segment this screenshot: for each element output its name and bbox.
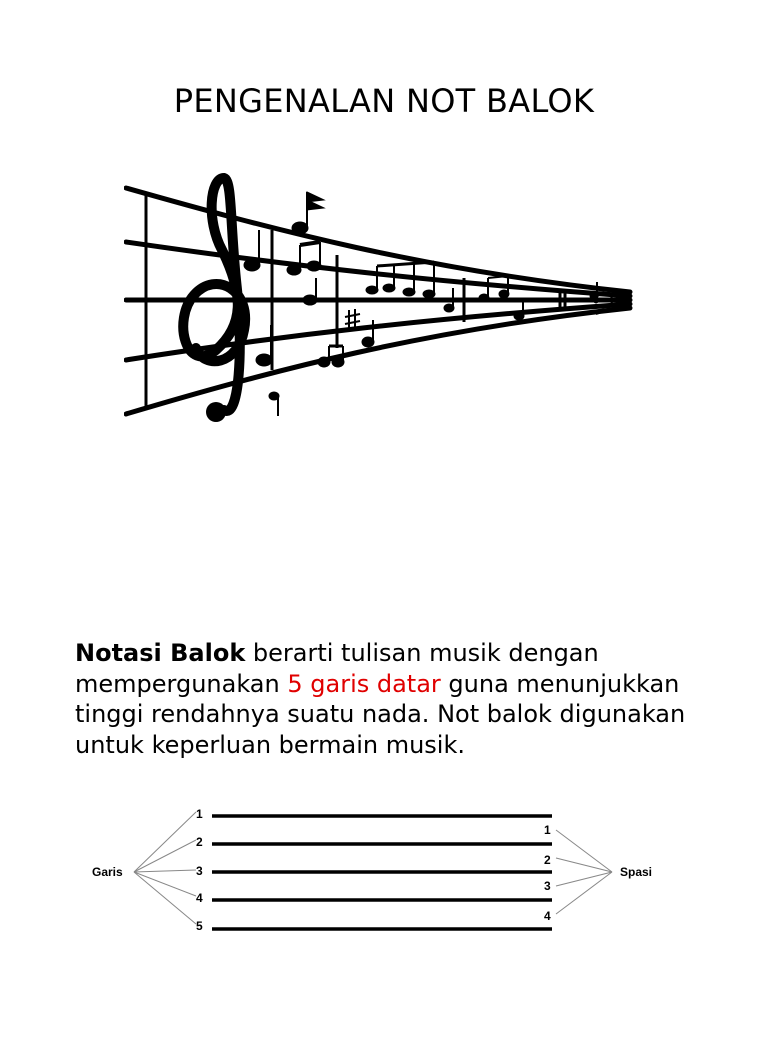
next-paragraph-cut-off <box>60 1008 760 1038</box>
music-notes <box>244 192 598 416</box>
diagram-staff-lines <box>212 816 552 929</box>
line-number: 3 <box>196 864 203 878</box>
line-number: 5 <box>196 919 203 933</box>
definition-paragraph <box>75 638 735 760</box>
garis-pointers <box>134 812 196 924</box>
space-number: 1 <box>544 823 551 837</box>
space-number: 2 <box>544 853 551 867</box>
space-number: 3 <box>544 879 551 893</box>
highlight-5-garis-datar: 5 garis datar <box>287 669 441 698</box>
definition-text-2: guna menunjukkan tinggi rendahnya suatu nada. Not balok digunakan untuk keperluan bermain musik. <box>75 669 686 759</box>
page-title: PENGENALAN NOT BALOK <box>173 82 595 120</box>
staff-lines-spaces-diagram <box>86 802 676 940</box>
garis-label: Garis <box>92 865 123 879</box>
term-notasi-balok: Notasi Balok <box>75 639 246 667</box>
music-staff-illustration <box>124 170 634 432</box>
staff-lines <box>126 188 630 414</box>
spasi-label: Spasi <box>620 865 653 879</box>
spasi-pointers <box>556 830 612 914</box>
definition-text-1: berarti tulisan musik dengan mempergunakan <box>75 639 599 698</box>
line-number: 2 <box>196 835 203 849</box>
space-number: 4 <box>544 909 551 923</box>
line-number: 4 <box>196 891 203 905</box>
line-number: 1 <box>196 807 203 821</box>
